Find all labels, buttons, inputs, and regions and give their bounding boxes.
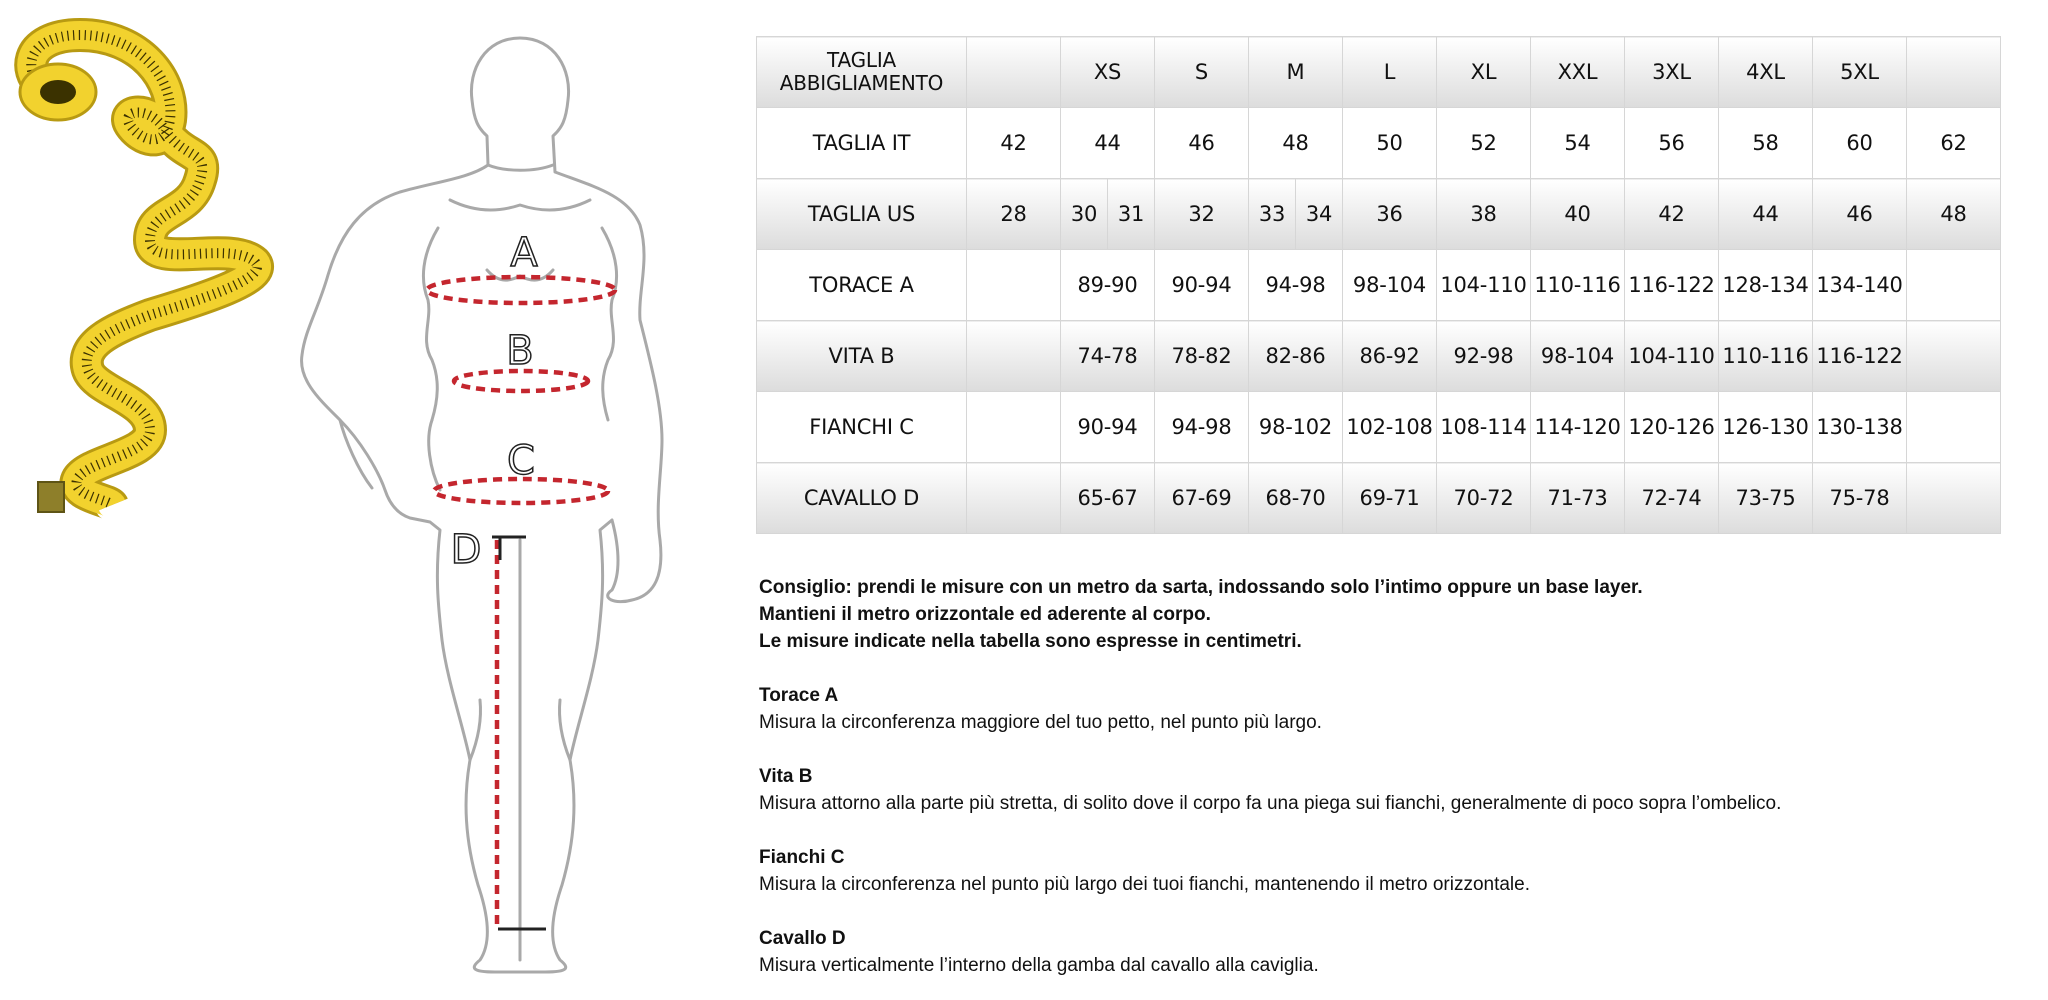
table-cell: [1907, 37, 2001, 108]
section-text: Misura la circonferenza nel punto più largo dei tuoi fianchi, mantenendo il metro orizzontale.: [759, 874, 1530, 895]
body-outline: [302, 38, 662, 972]
row-label: VITA B: [757, 321, 967, 392]
table-cell: [967, 37, 1061, 108]
table-cell: XS: [1061, 37, 1155, 108]
table-cell: 5XL: [1813, 37, 1907, 108]
table-cell: 44: [1061, 108, 1155, 179]
section-title: Vita B: [759, 766, 813, 787]
tip-line: Mantieni il metro orizzontale ed aderente al corpo.: [759, 604, 1211, 625]
row-size-header: [757, 37, 2001, 108]
table-cell-split: 33: [1258, 202, 1286, 226]
table-cell: 69-71: [1343, 463, 1437, 534]
table-cell: 42: [967, 108, 1061, 179]
table-cell: 3XL: [1625, 37, 1719, 108]
table-cell: 98-104: [1531, 321, 1625, 392]
table-cell: 102-108: [1343, 392, 1437, 463]
table-cell: 48: [1249, 108, 1343, 179]
table-cell-split: 31: [1107, 179, 1154, 249]
row-vita: [757, 321, 2001, 392]
table-cell: 86-92: [1343, 321, 1437, 392]
table-cell: 67-69: [1155, 463, 1249, 534]
table-cell: 28: [967, 179, 1061, 250]
table-cell: 116-122: [1625, 250, 1719, 321]
table-cell: 82-86: [1249, 321, 1343, 392]
table-cell: 90-94: [1061, 392, 1155, 463]
table-cell: 68-70: [1249, 463, 1343, 534]
table-cell: 120-126: [1625, 392, 1719, 463]
table-cell: 71-73: [1531, 463, 1625, 534]
measure-line-b: [454, 371, 588, 391]
table-cell: 73-75: [1719, 463, 1813, 534]
tip-line: Le misure indicate nella tabella sono espresse in centimetri.: [759, 631, 1302, 652]
row-cavallo: [757, 463, 2001, 534]
table-cell: [967, 321, 1061, 392]
guide-section-fianchi: [759, 844, 2039, 898]
table-cell: 90-94: [1155, 250, 1249, 321]
table-cell: 108-114: [1437, 392, 1531, 463]
table-cell: 42: [1625, 179, 1719, 250]
table-cell: 98-102: [1249, 392, 1343, 463]
table-cell: 58: [1719, 108, 1813, 179]
table-cell: 94-98: [1249, 250, 1343, 321]
table-cell: 134-140: [1813, 250, 1907, 321]
table-cell: 40: [1531, 179, 1625, 250]
table-cell: 94-98: [1155, 392, 1249, 463]
measure-line-a: [427, 277, 615, 303]
measurement-guide: [759, 574, 2039, 979]
section-text: Misura verticalmente l’interno della gamba dal cavallo alla caviglia.: [759, 955, 1319, 976]
table-cell: 32: [1155, 179, 1249, 250]
tape-measure-icon: [20, 35, 257, 512]
table-cell: 126-130: [1719, 392, 1813, 463]
label-d: D: [450, 527, 482, 573]
table-cell: M: [1249, 37, 1343, 108]
table-cell-split: 30: [1070, 202, 1098, 226]
table-cell: 46: [1155, 108, 1249, 179]
table-cell: 98-104: [1343, 250, 1437, 321]
table-cell: [1061, 179, 1155, 250]
table-cell: 130-138: [1813, 392, 1907, 463]
table-cell: 48: [1907, 179, 2001, 250]
table-cell: 104-110: [1625, 321, 1719, 392]
table-cell: 116-122: [1813, 321, 1907, 392]
table-cell: 44: [1719, 179, 1813, 250]
table-cell: 52: [1437, 108, 1531, 179]
row-torace: [757, 250, 2001, 321]
table-cell: 110-116: [1719, 321, 1813, 392]
table-cell: 74-78: [1061, 321, 1155, 392]
table-cell: 72-74: [1625, 463, 1719, 534]
section-title: Fianchi C: [759, 847, 845, 868]
guide-section-torace: [759, 682, 2039, 736]
table-cell: 54: [1531, 108, 1625, 179]
table-cell: 75-78: [1813, 463, 1907, 534]
table-cell: 114-120: [1531, 392, 1625, 463]
table-cell: 65-67: [1061, 463, 1155, 534]
table-cell: 62: [1907, 108, 2001, 179]
row-taglia-us: [757, 179, 2001, 250]
table-cell: XL: [1437, 37, 1531, 108]
table-cell-split: 34: [1295, 179, 1342, 249]
table-cell: 92-98: [1437, 321, 1531, 392]
table-cell: 38: [1437, 179, 1531, 250]
guide-section-cavallo: [759, 925, 2039, 979]
tip-line: Consiglio: prendi le misure con un metro da sarta, indossando solo l’intimo oppure un base layer.: [759, 577, 1643, 598]
section-title: Torace A: [759, 685, 839, 706]
row-taglia-it: [757, 108, 2001, 179]
size-chart-table: [756, 36, 2001, 534]
row-label: TORACE A: [757, 250, 967, 321]
table-cell: S: [1155, 37, 1249, 108]
label-b: B: [506, 328, 534, 374]
table-cell: 60: [1813, 108, 1907, 179]
table-cell: [1907, 321, 2001, 392]
table-cell: [967, 463, 1061, 534]
table-cell: 128-134: [1719, 250, 1813, 321]
table-cell: 70-72: [1437, 463, 1531, 534]
table-cell: 4XL: [1719, 37, 1813, 108]
table-cell: [1907, 392, 2001, 463]
guide-tip: [759, 574, 2039, 655]
table-cell: 56: [1625, 108, 1719, 179]
table-cell: 50: [1343, 108, 1437, 179]
row-label: TAGLIA US: [757, 179, 967, 250]
row-label: TAGLIA IT: [757, 108, 967, 179]
guide-section-vita: [759, 763, 2039, 817]
table-cell: XXL: [1531, 37, 1625, 108]
section-text: Misura la circonferenza maggiore del tuo petto, nel punto più largo.: [759, 712, 1322, 733]
row-label: TAGLIA ABBIGLIAMENTO: [757, 37, 967, 108]
table-cell: 36: [1343, 179, 1437, 250]
row-fianchi: [757, 392, 2001, 463]
row-label: FIANCHI C: [757, 392, 967, 463]
label-a: A: [510, 230, 538, 276]
table-cell: [1907, 250, 2001, 321]
section-text: Misura attorno alla parte più stretta, di solito dove il corpo fa una piega sui fianchi, generalmente di poco sopra l’ombelico.: [759, 793, 1782, 814]
table-cell: [1249, 179, 1343, 250]
table-cell: [1907, 463, 2001, 534]
table-cell: 78-82: [1155, 321, 1249, 392]
table-cell: L: [1343, 37, 1437, 108]
body-illustration: [0, 0, 750, 1000]
section-title: Cavallo D: [759, 928, 846, 949]
table-cell: 110-116: [1531, 250, 1625, 321]
table-cell: 46: [1813, 179, 1907, 250]
row-label: CAVALLO D: [757, 463, 967, 534]
table-cell: 89-90: [1061, 250, 1155, 321]
table-cell: [967, 250, 1061, 321]
table-cell: [967, 392, 1061, 463]
table-cell: 104-110: [1437, 250, 1531, 321]
label-c: C: [507, 438, 535, 484]
